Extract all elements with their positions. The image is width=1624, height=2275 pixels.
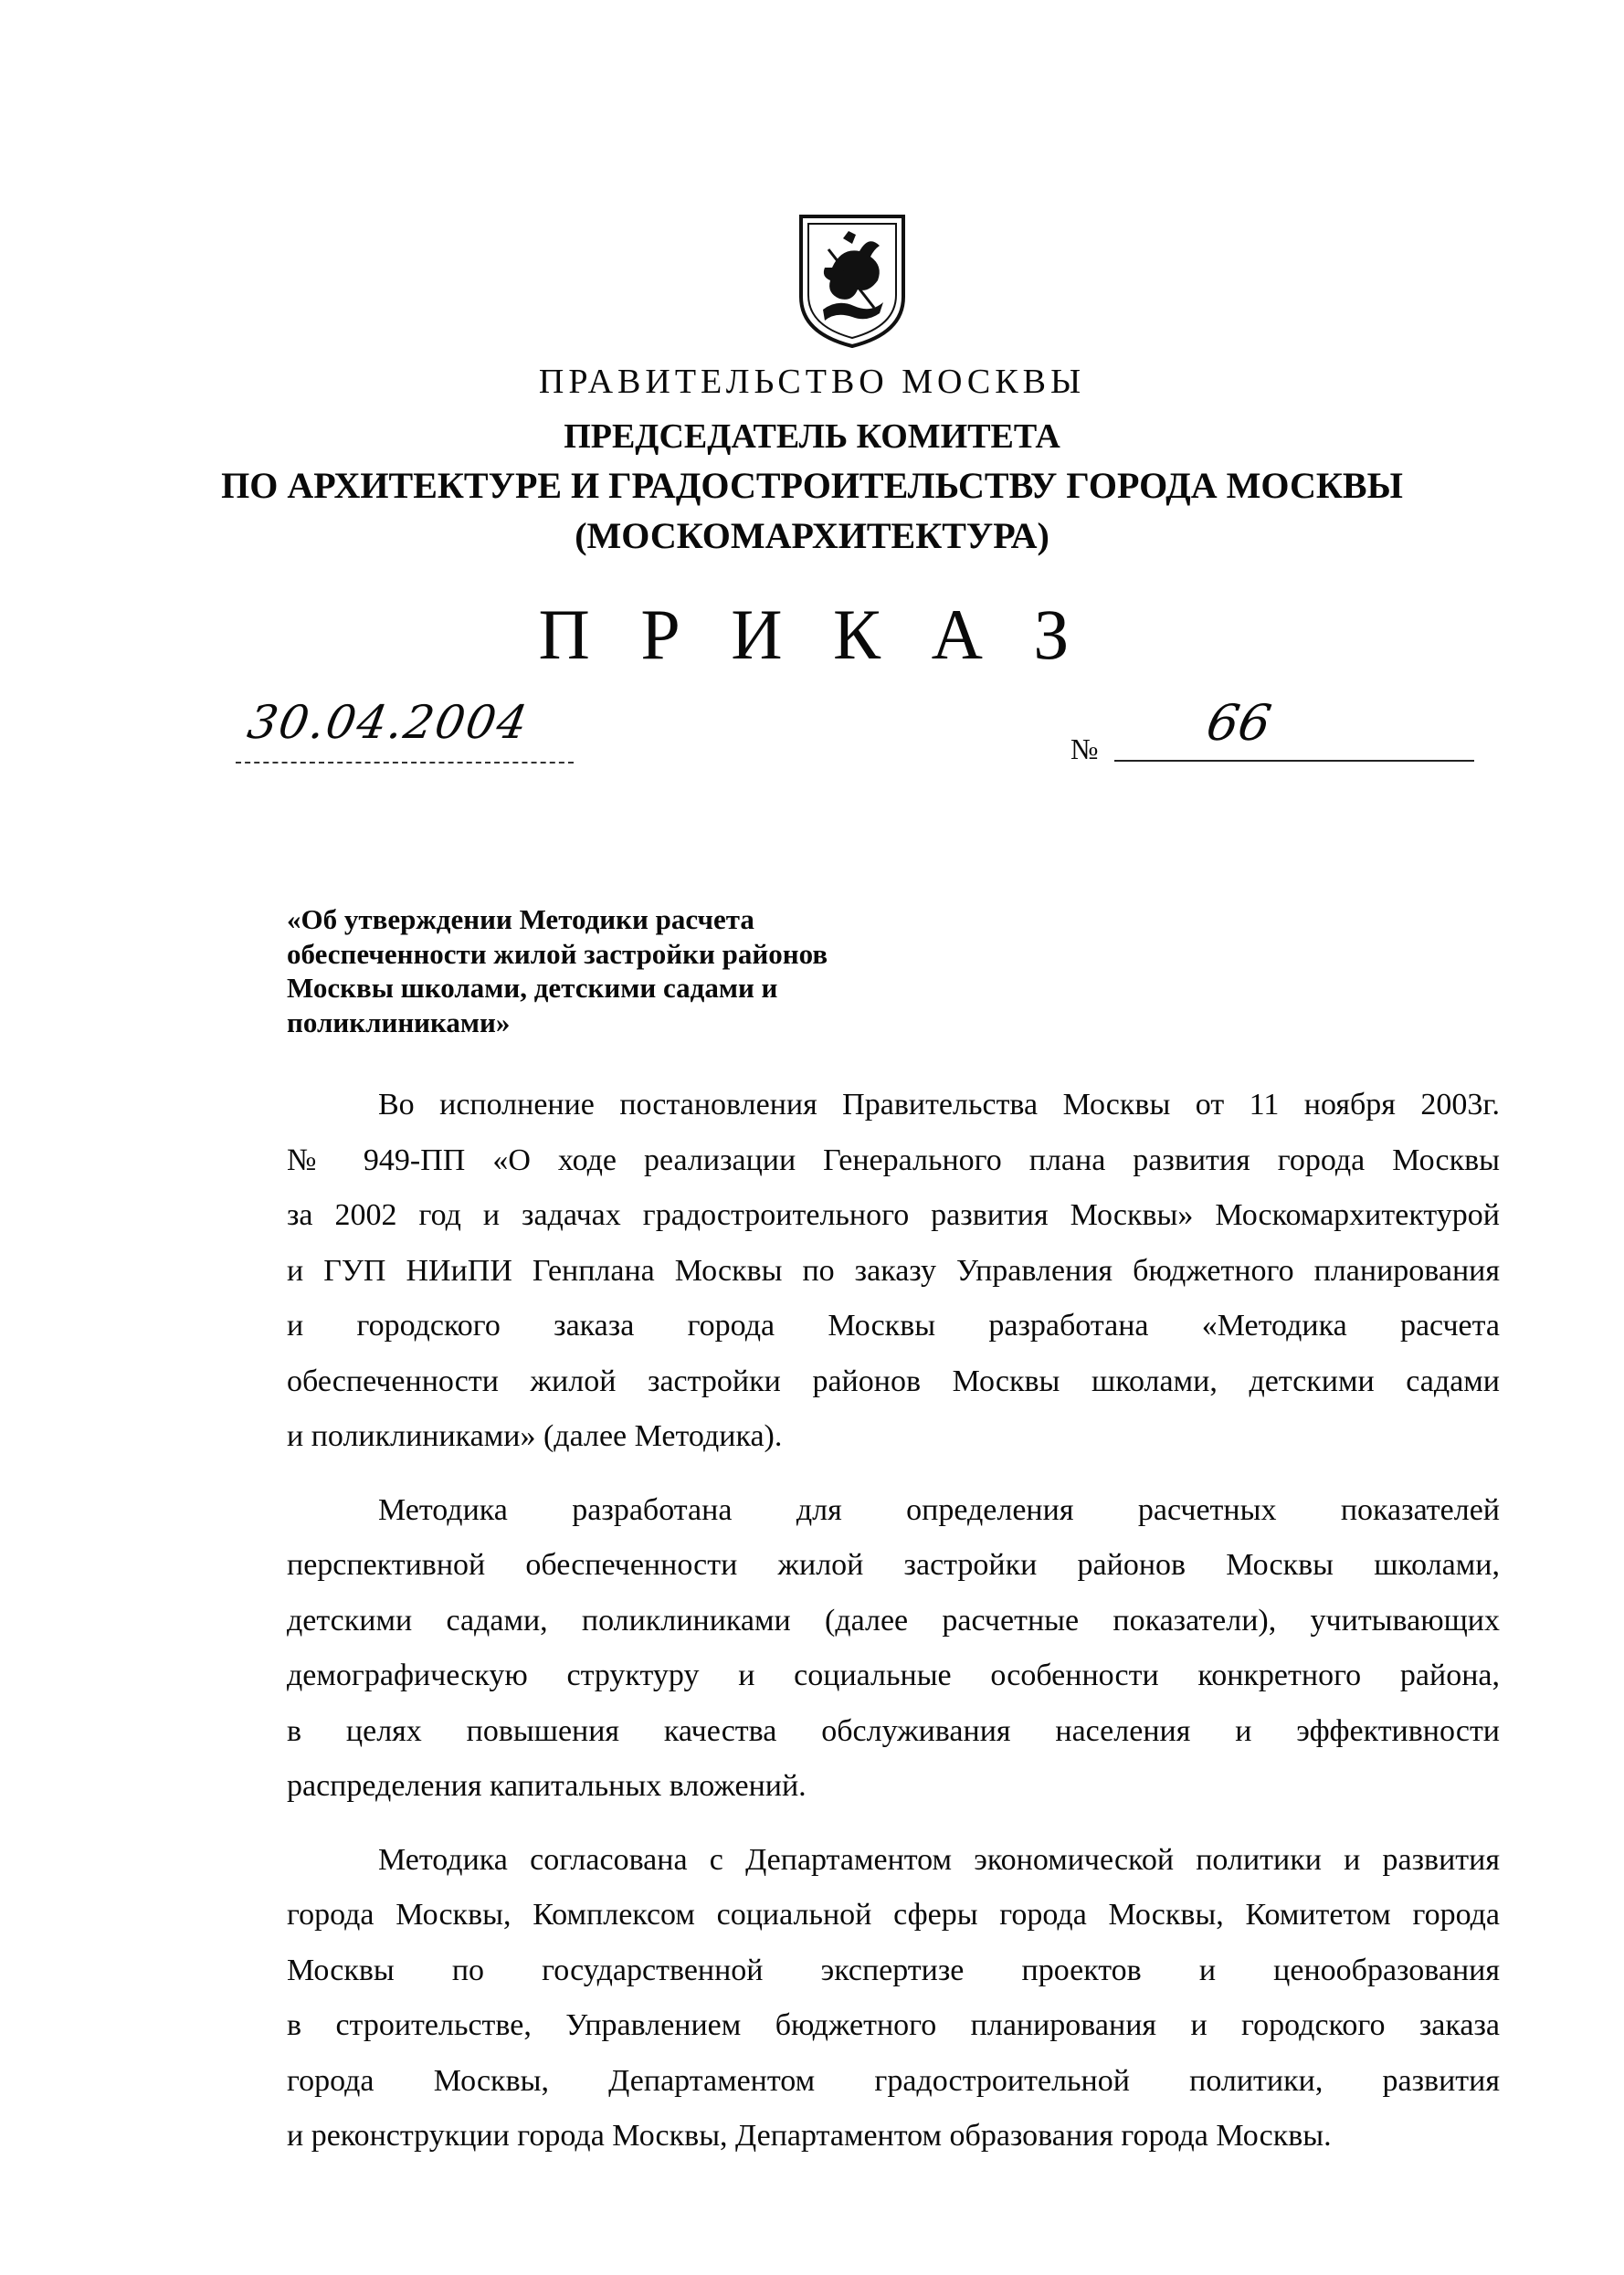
- committee-heading: ПО АРХИТЕКТУРЕ И ГРАДОСТРОИТЕЛЬСТВУ ГОРОДА МОСКВЫ: [221, 465, 1403, 506]
- text-line: Методика разработана для определения расчетных показателей: [378, 1492, 1500, 1527]
- text-line: Методика согласована с Департаментом экономической политики и развития: [378, 1842, 1500, 1877]
- moscow-coat-of-arms-emblem: [796, 213, 909, 350]
- subject-line: «Об утверждении Методики расчета: [287, 903, 754, 935]
- order-subject: [287, 902, 853, 1039]
- text-line: № 949-ПП «О ходе реализации Генерального плана развития города Москвы: [287, 1143, 1500, 1177]
- number-field: [1114, 696, 1474, 762]
- paragraph-3: [287, 1833, 1500, 2164]
- paragraph-2: [287, 1483, 1500, 1815]
- subject-line: поликлиниками»: [287, 1006, 511, 1038]
- paragraph-1: [287, 1078, 1500, 1465]
- text-line: в целях повышения качества обслуживания населения и эффективности: [287, 1713, 1500, 1748]
- text-line: детскими садами, поликлиниками (далее расчетные показатели), учитывающих: [287, 1603, 1500, 1638]
- handwritten-date: 30.04.2004: [243, 696, 533, 749]
- chairman-heading: ПРЕДСЕДАТЕЛЬ КОМИТЕТА: [564, 417, 1060, 456]
- committee-abbreviation: (МОСКОМАРХИТЕКТУРА): [575, 515, 1049, 556]
- text-line: Москвы по государственной экспертизе проектов и ценообразования: [287, 1953, 1500, 1987]
- text-line: и ГУП НИиПИ Генплана Москвы по заказу Управления бюджетного планирования: [287, 1253, 1500, 1288]
- text-line: за 2002 год и задачах градостроительного развития Москвы» Москомархитектурой: [287, 1198, 1500, 1232]
- government-heading: ПРАВИТЕЛЬСТВО МОСКВЫ: [538, 363, 1086, 401]
- text-line: Во исполнение постановления Правительства Москвы от 11 ноября 2003г.: [378, 1088, 1500, 1122]
- text-line: демографическую структуру и социальные особенности конкретного района,: [287, 1659, 1500, 1692]
- text-line: города Москвы, Департаментом градостроительной политики, развития: [287, 2063, 1500, 2098]
- text-line: распределения капитальных вложений.: [287, 1769, 807, 1803]
- document-title: П Р И К А З: [538, 595, 1086, 674]
- text-line: города Москвы, Комплексом социальной сферы города Москвы, Комитетом города: [287, 1898, 1500, 1932]
- text-line: и реконструкции города Москвы, Департаментом образования города Москвы.: [287, 2119, 1332, 2153]
- handwritten-number: 66: [1202, 694, 1276, 752]
- document-body: [287, 1078, 1500, 2164]
- text-line: и поликлиниками» (далее Методика).: [287, 1419, 783, 1453]
- text-line: в строительстве, Управлением бюджетного планирования и городского заказа: [287, 2008, 1500, 2042]
- subject-line: Москвы школами, детскими садами и: [287, 972, 778, 1004]
- text-line: обеспеченности жилой застройки районов Москвы школами, детскими садами: [287, 1364, 1500, 1398]
- date-field: [236, 696, 574, 764]
- text-line: перспективной обеспеченности жилой застройки районов Москвы школами,: [287, 1548, 1500, 1582]
- text-line: и городского заказа города Москвы разработана «Методика расчета: [287, 1309, 1500, 1343]
- number-label: №: [1070, 732, 1099, 765]
- subject-line: обеспеченности жилой застройки районов: [287, 937, 828, 970]
